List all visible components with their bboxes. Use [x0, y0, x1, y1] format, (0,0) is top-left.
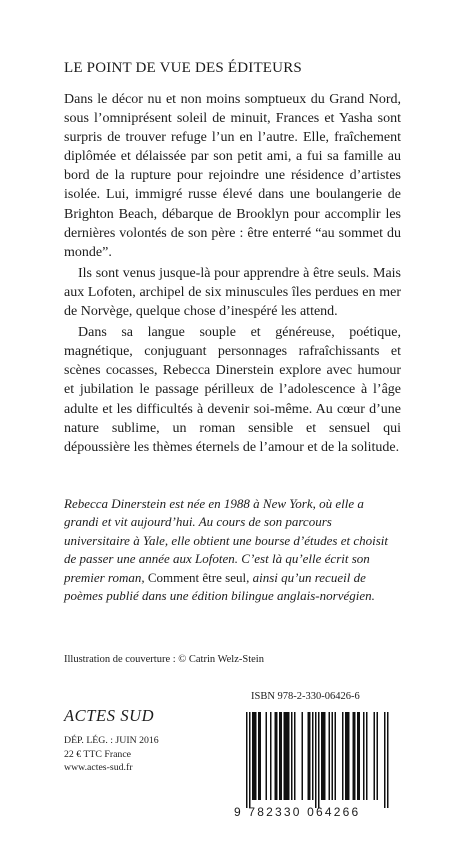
novel-title: Comment être seul, [147, 569, 250, 585]
price: 22 € TTC France [64, 748, 132, 760]
barcode-bar [281, 712, 283, 800]
author-bio-text-1: Rebecca Dinerstein est née en 1988 à New York, où elle a grandi et vit aujourd’hui. Au cours de son parcours universitaire à Yale, elle obtient une bourse d’études et choisit de passer une année aux Lofoten. C’est là qu’elle écrit son premier roman, [64, 496, 388, 585]
barcode-bars [234, 710, 402, 810]
barcode-bar [260, 712, 262, 800]
website: www.actes-sud.fr [64, 762, 133, 774]
barcode-bar [374, 712, 376, 800]
author-bio-text-2: ainsi qu’un recueil de poèmes publié dans une édition bilingue anglais-norvégien. [64, 569, 375, 604]
section-heading: LE POINT DE VUE DES ÉDITEURS [64, 60, 302, 76]
isbn-number: ISBN 978-2-330-06426-6 [251, 691, 360, 702]
barcode-bar [347, 712, 349, 800]
barcode-bar [285, 712, 287, 800]
barcode-bar [266, 712, 268, 800]
cover-illustration-credit: Illustration de couverture : © Catrin Welz-Stein [64, 654, 264, 665]
barcode-bar [279, 712, 281, 800]
barcode-bar [294, 712, 296, 800]
barcode-bar [387, 712, 389, 808]
legal-deposit: DÉP. LÉG. : JUIN 2016 [64, 735, 159, 746]
legal-info [64, 734, 159, 775]
author-bio [64, 495, 400, 605]
barcode-bar [384, 712, 386, 808]
barcode-bar [252, 712, 254, 800]
barcode-bar [323, 712, 325, 800]
barcode-bar [309, 712, 311, 800]
barcode-bar [354, 712, 356, 800]
barcode-bar [246, 712, 248, 808]
barcode-bar [348, 712, 350, 800]
barcode-bar [345, 712, 347, 800]
barcode-bar [258, 712, 260, 800]
barcode-bar [255, 712, 257, 800]
barcode-bar [276, 712, 278, 800]
barcode-bar [302, 712, 304, 800]
barcode-bar [321, 712, 323, 800]
barcode-bar [249, 712, 251, 808]
publisher-blurb [64, 90, 401, 457]
barcode-bar [377, 712, 379, 800]
barcode-bar [329, 712, 331, 800]
barcode-bar [357, 712, 359, 800]
barcode-bar [270, 712, 272, 800]
barcode-bar [342, 712, 344, 800]
barcode-bar [288, 712, 290, 800]
barcode-bar [275, 712, 277, 800]
barcode-bar [284, 712, 286, 800]
barcode-bar [308, 712, 310, 800]
barcode-bar [287, 712, 289, 800]
barcode-bar [312, 712, 314, 800]
barcode-bar [363, 712, 365, 800]
barcode-bar [353, 712, 355, 800]
blurb-paragraph-1: Dans le décor nu et non moins somptueux du Grand Nord, sous l’omniprésent soleil de minuit, Frances et Yasha sont surpris de trouver refuge l’un en l’autre. Elle, fraîchement diplômée et délaissée par son petit ami, a fui sa famille au bord de la rupture pour rejoindre une résidence d’artistes isolée. Lui, immigré russe élevé dans une boulangerie de Brighton Beach, débarque de Brooklyn pour accomplir les dernières volontés de son père : être enterré “au sommet du monde”. [64, 92, 401, 260]
barcode-bar [315, 712, 317, 808]
barcode-bar [359, 712, 361, 800]
publisher-name: ACTES SUD [64, 706, 155, 725]
barcode-bar [318, 712, 320, 808]
barcode-bar [291, 712, 293, 800]
blurb-paragraph-3: Dans sa langue souple et généreuse, poétique, magnétique, conjuguant personnages rafraîchissants et scènes cocasses, Rebecca Dinerstein explore avec humour et jubilation le passage périlleux de l’adolescence à l’âge adulte et les difficultés à devenir soi-même. Au cœur d’une nature sublime, un roman sensible et sensuel qui dépoussière les thèmes éternels de l’amour et de la solitude. [64, 325, 401, 455]
barcode-bar [335, 712, 337, 800]
barcode-bar [332, 712, 334, 800]
barcode-bar [324, 712, 326, 800]
barcode-bar [366, 712, 368, 800]
barcode-digits: 9 782330 064266 [234, 805, 361, 819]
blurb-paragraph-2: Ils sont venus jusque-là pour apprendre à être seuls. Mais aux Lofoten, archipel de six minuscules îles perdues en mer de Norvège, quelque chose d’inespéré les attend. [64, 265, 401, 320]
barcode [234, 710, 402, 818]
barcode-bar [254, 712, 256, 800]
